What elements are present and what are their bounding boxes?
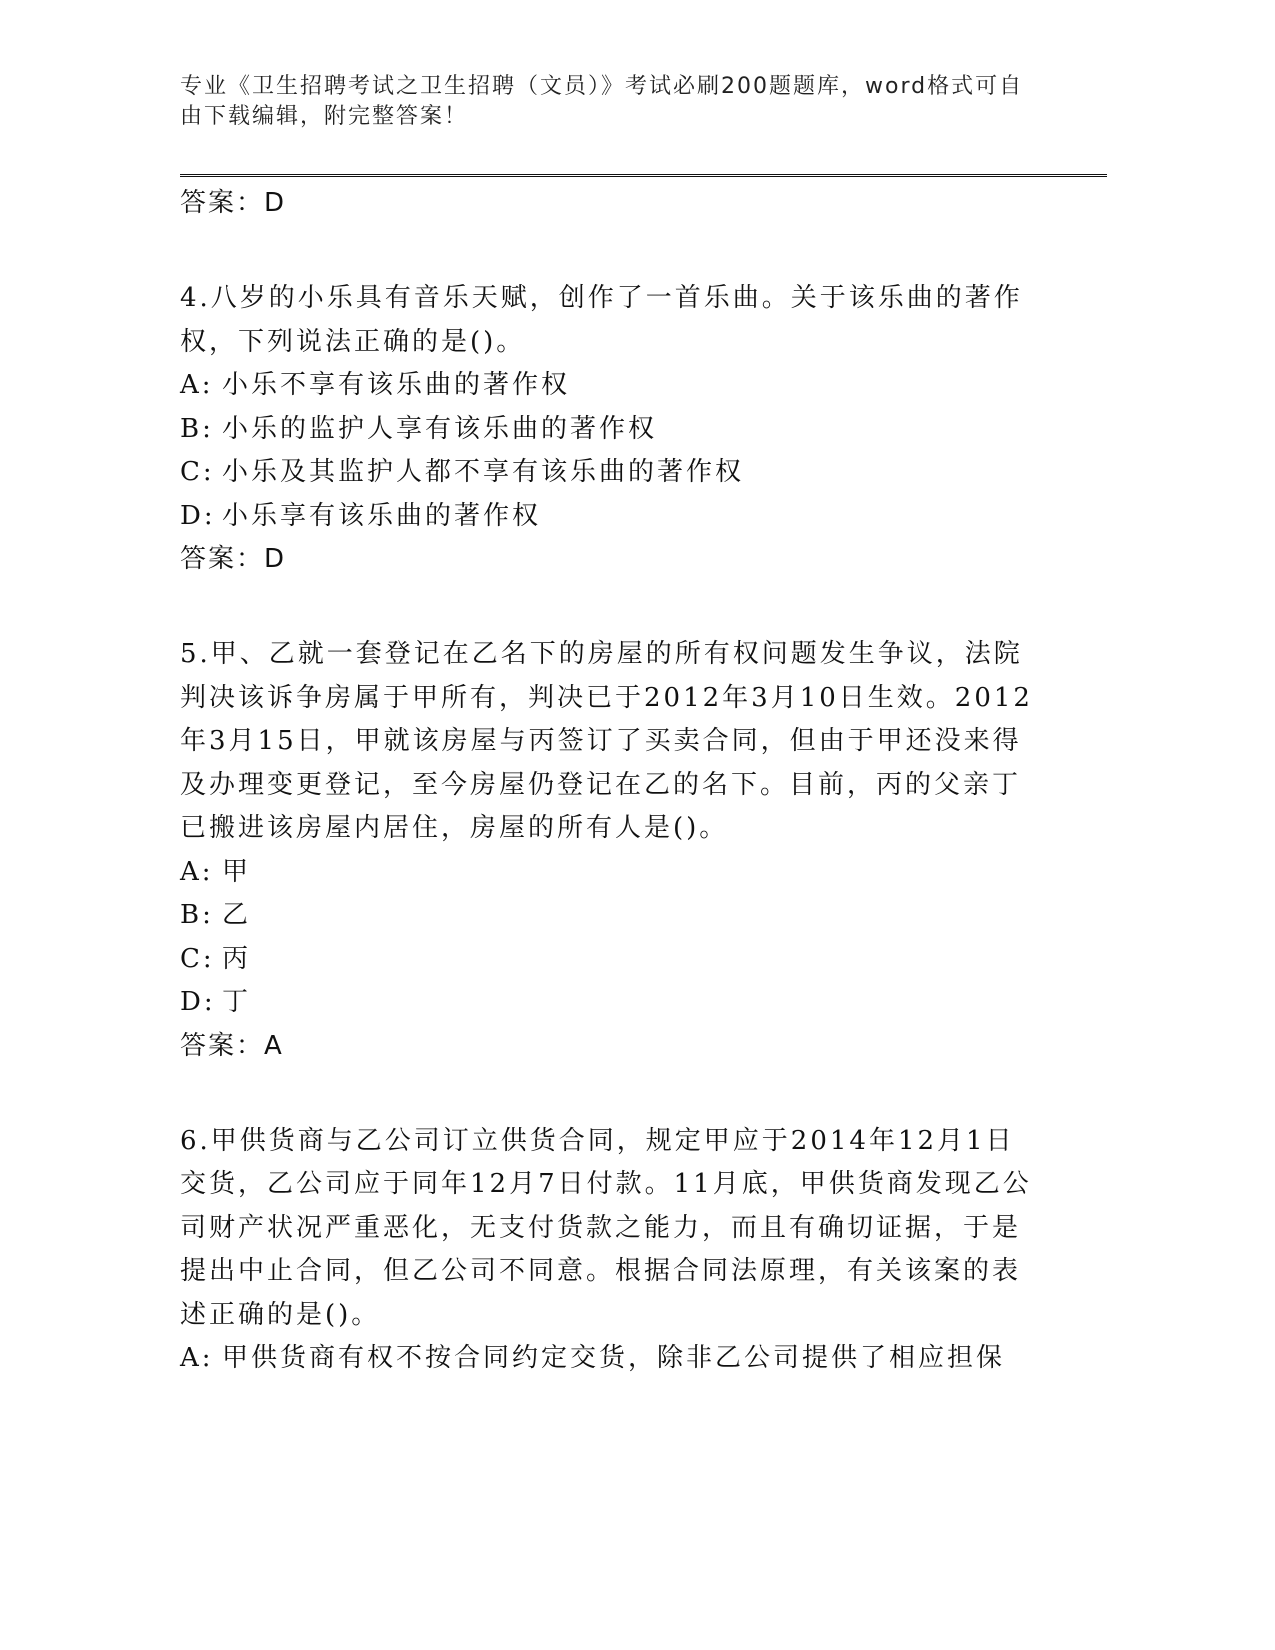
option-label: D: [180, 500, 216, 531]
option-text: 丙 [222, 943, 252, 974]
option-a [180, 851, 1040, 895]
option-text: 甲供货商有权不按合同约定交货，除非乙公司提供了相应担保 [222, 1343, 1006, 1373]
option-label: B: [180, 900, 214, 930]
question-stem: 6.甲供货商与乙公司订立供货合同，规定甲应于2014年12月1日交货，乙公司应于同年12月7日付款。11月底，甲供货商发现乙公司财产状况严重恶化，无支付货款之能力，而且有确切证据，于是提出中止合同，但乙公司不同意。根据合同法原理，有关该案的表述正确的是()。 [180, 1125, 1032, 1330]
question-5 [180, 633, 1040, 1068]
option-d [180, 495, 1040, 539]
option-b [180, 408, 1040, 452]
option-a [180, 1337, 1040, 1381]
option-b [180, 894, 1040, 938]
option-a [180, 364, 1040, 408]
document-header [180, 72, 1030, 132]
question-list [180, 180, 1040, 1381]
header-divider [180, 174, 1107, 177]
option-text: 甲 [222, 856, 252, 887]
question-6 [180, 1120, 1040, 1381]
answer-q4: 答案：D [180, 544, 287, 574]
answer-q3: 答案：D [180, 188, 287, 218]
option-d [180, 981, 1040, 1025]
option-text: 小乐享有该乐曲的著作权 [222, 500, 542, 531]
question-stem: 5.甲、乙就一套登记在乙名下的房屋的所有权问题发生争议，法院判决该诉争房属于甲所有，判决已于2012年3月10日生效。2012年3月15日，甲就该房屋与丙签订了买卖合同，但由于甲还没来得及办理变更登记，至今房屋仍登记在乙的名下。目前，丙的父亲丁已搬进该房屋内居住，房屋的所有人是()。 [180, 639, 1033, 843]
option-text: 乙 [222, 900, 252, 930]
answer-q5: 答案：A [180, 1030, 284, 1061]
option-label: C: [180, 457, 215, 487]
option-text: 小乐的监护人享有该乐曲的著作权 [222, 413, 658, 444]
option-label: A: [180, 1343, 214, 1373]
option-label: D: [180, 987, 216, 1017]
question-stem: 4.八岁的小乐具有音乐天赋，创作了一首乐曲。关于该乐曲的著作权，下列说法正确的是()。 [180, 283, 1023, 357]
option-label: C: [180, 943, 215, 974]
option-c [180, 451, 1040, 495]
option-text: 小乐不享有该乐曲的著作权 [222, 370, 571, 400]
header-title: 专业《卫生招聘考试之卫生招聘（文员）》考试必刷200题题库，word格式可自由下载编辑，附完整答案！ [180, 74, 1024, 129]
option-c [180, 938, 1040, 982]
option-label: A: [180, 856, 214, 887]
question-4 [180, 277, 1040, 581]
option-label: B: [180, 413, 214, 444]
option-text: 丁 [222, 987, 252, 1017]
option-label: A: [180, 370, 214, 400]
option-text: 小乐及其监护人都不享有该乐曲的著作权 [222, 457, 745, 487]
